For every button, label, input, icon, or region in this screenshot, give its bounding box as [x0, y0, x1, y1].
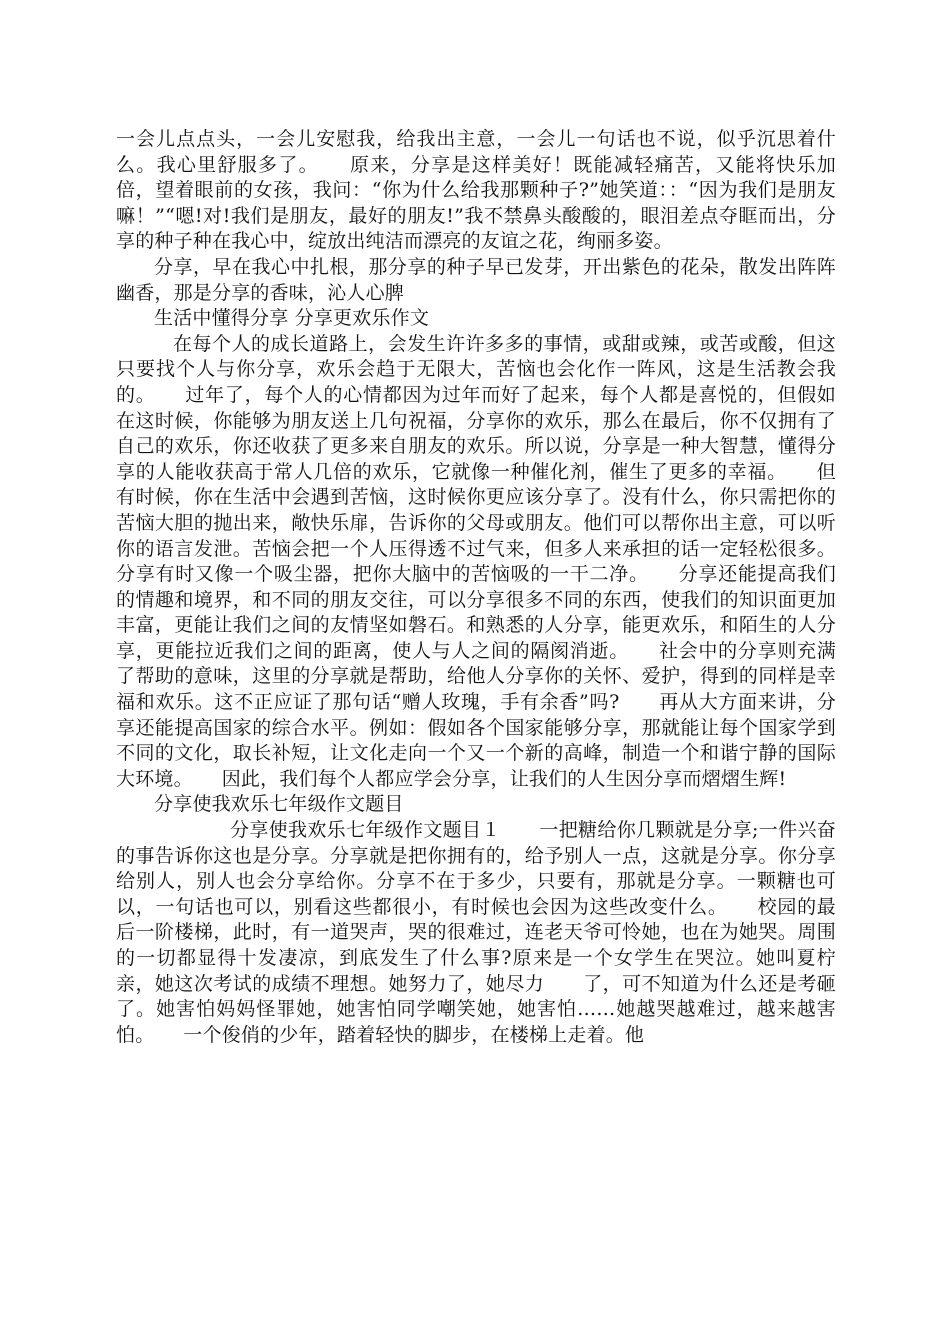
heading-life-sharing: 生活中懂得分享 分享更欢乐作文	[154, 307, 430, 330]
paragraph-continuation: 一会儿点点头，一会儿安慰我，给我出主意，一会儿一句话也不说，似乎沉思着什么。我心里舒服多了。 原来，分享是这样美好！既能减轻痛苦，又能将快乐加倍，望着眼前的女孩，我问：“你为什么给我那颗种子?”她笑道：：“因为我们是朋友嘛！”“嗯!对!我们是朋友，最好的朋友!”我不禁鼻头酸酸的，眼泪差点夺眶而出，分享的种子种在我心中，绽放出纯洁而漂亮的友谊之花，绚丽多姿。	[116, 128, 836, 253]
paragraph-essay-one: 分享使我欢乐七年级作文题目１ 一把糖给你几颗就是分享;一件兴奋的事告诉你这也是分享。分享就是把你拥有的，给予别人一点，这就是分享。你分享给别人，别人也会分享给你。分享不在于多少，只要有，那就是分享。一颗糖也可以，一句话也可以，别看这些都很小，有时候也会因为这些改变什么。 校园的最后一阶楼梯，此时，有一道哭声，哭的很难过，连老天爷可怜她，也在为她哭。周围的一切都显得十发凄凉，到底发生了什么事?原来是一个女学生在哭泣。她叫夏柠亲，她这次考试的成绩不理想。她努力了，她尽力 了，可不知道为什么还是考砸了。她害怕妈妈怪罪她，她害怕同学嘲笑她，她害怕……她越哭越难过，越来越害怕。 一个俊俏的少年，踏着轻快的脚步，在楼梯上走着。他	[116, 819, 836, 1046]
paragraph-seed-rooted: 分享，早在我心中扎根，那分享的种子早已发芽，开出紫色的花朵，散发出阵阵幽香，那是分享的香味，沁人心脾	[116, 255, 836, 304]
document-body	[116, 127, 836, 1048]
heading-grade-seven: 分享使我欢乐七年级作文题目	[154, 793, 404, 816]
paragraph-growth-road: 在每个人的成长道路上，会发生许许多多的事情，或甜或辣，或苦或酸，但这只要找个人与你分享，欢乐会趋于无限大，苦恼也会化作一阵风，这是生活教会我的。 过年了，每个人的心情都因为过年而好了起来，每个人都是喜悦的，但假如在这时候，你能够为朋友送上几句祝福，分享你的欢乐，那么在最后，你不仅拥有了自己的欢乐，你还收获了更多来自朋友的欢乐。所以说，分享是一种大智慧，懂得分享的人能收获高于常人几倍的欢乐，它就像一种催化剂，催生了更多的幸福。 但有时候，你在生活中会遇到苦恼，这时候你更应该分享了。没有什么，你只需把你的苦恼大胆的抛出来，敞快乐扉，告诉你的父母或朋友。他们可以帮你出主意，可以听你的语言发泄。苦恼会把一个人压得透不过气来，但多人来承担的话一定轻松很多。分享有时又像一个吸尘器，把你大脑中的苦恼吸的一干二净。 分享还能提高我们的情趣和境界，和不同的朋友交往，可以分享很多不同的东西，使我们的知识面更加丰富，更能让我们之间的友情坚如磐石。和熟悉的人分享，能更欢乐，和陌生的人分享，更能拉近我们之间的距离，使人与人之间的隔阂消逝。 社会中的分享则充满了帮助的意味，这里的分享就是帮助，给他人分享你的关怀、爱护，得到的同样是幸福和欢乐。这不正应证了那句话“赠人玫瑰，手有余香”吗? 再从大方面来讲，分享还能提高国家的综合水平。例如：假如各个国家能够分享，那就能让每个国家学到不同的文化，取长补短，让文化走向一个又一个新的高峰，制造一个和谐宁静的国际大环境。 因此，我们每个人都应学会分享，让我们的人生因分享而熠熠生辉!	[116, 332, 836, 790]
